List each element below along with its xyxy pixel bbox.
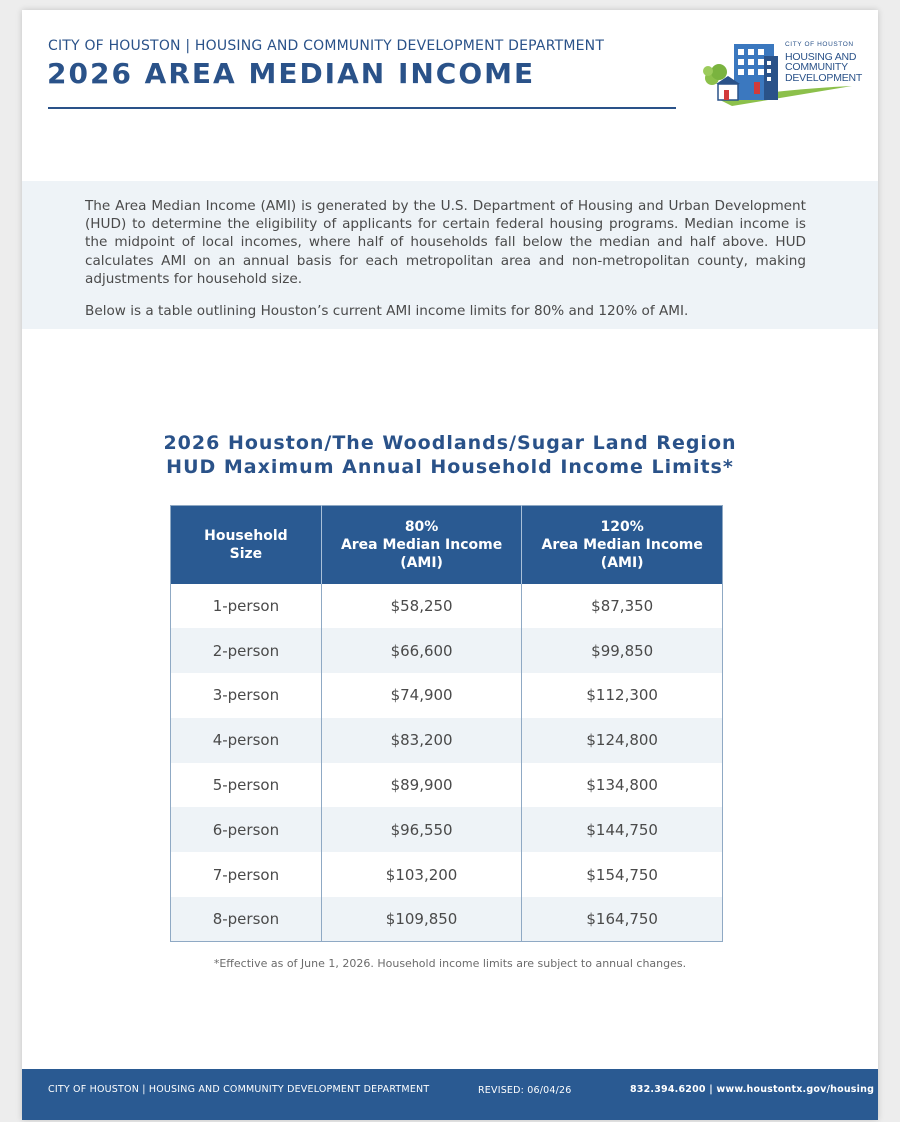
- page-footer: [22, 1069, 878, 1120]
- table-row: [171, 897, 723, 942]
- income-limits-table: [170, 505, 723, 942]
- header-line: Household: [204, 527, 288, 544]
- logo-city-label: CITY OF HOUSTON: [785, 41, 854, 48]
- table-title-line-2: HUD Maximum Annual Household Income Limits*: [166, 456, 734, 478]
- header-line: Size: [229, 545, 263, 562]
- header-line: 120%: [600, 518, 644, 535]
- ami-80-cell: $96,550: [321, 807, 522, 852]
- household-size-cell: 2-person: [171, 628, 322, 673]
- hcd-logo: [702, 38, 863, 108]
- header-120-ami: [522, 506, 723, 584]
- table-header-row: [171, 506, 723, 584]
- household-size-cell: 7-person: [212, 865, 280, 884]
- table-row: [171, 807, 723, 852]
- ami-120-cell: $134,800: [522, 763, 723, 808]
- table-row: [171, 584, 723, 629]
- department-kicker: CITY OF HOUSTON | HOUSING AND COMMUNITY DEVELOPMENT DEPARTMENT: [48, 38, 605, 54]
- header-line: Area Median Income: [340, 536, 503, 553]
- household-size-cell: 3-person: [212, 686, 280, 705]
- footer-revised-date: REVISED: 06/04/26: [478, 1085, 572, 1096]
- intro-table-note: Below is a table outlining Houston’s current AMI income limits for 80% and 120% of AMI.: [85, 303, 689, 319]
- ami-80-cell: $109,850: [321, 897, 522, 942]
- table-row: [171, 852, 723, 897]
- header-80-ami: [321, 506, 522, 584]
- household-size-cell: 5-person: [212, 776, 280, 795]
- intro-paragraph: The Area Median Income (AMI) is generated by the U.S. Department of Housing and Urban Development (HUD) to determine the eligibility of applicants for certain federal housing programs. Median income is the midpoint of local incomes, where half of households fall below the median and half above. HUD calculates AMI on an annual basis for each metropolitan area and non-metropolitan county, making adjustments for household size.: [85, 198, 806, 287]
- ami-80-cell: $89,900: [321, 763, 522, 808]
- ami-120-cell: $87,350: [522, 584, 723, 629]
- ami-80-cell: $58,250: [321, 584, 522, 629]
- footer-contact: 832.394.6200 | www.houstontx.gov/housing: [630, 1084, 875, 1095]
- table-footnote: *Effective as of June 1, 2026. Household income limits are subject to annual changes.: [213, 957, 687, 970]
- ami-80-cell: $74,900: [321, 673, 522, 718]
- footer-department: CITY OF HOUSTON | HOUSING AND COMMUNITY DEVELOPMENT DEPARTMENT: [48, 1084, 430, 1095]
- ami-120-cell: $144,750: [522, 807, 723, 852]
- logo-line-3: DEVELOPMENT: [785, 71, 863, 84]
- ami-120-cell: $112,300: [522, 673, 723, 718]
- logo-line-2: COMMUNITY: [785, 61, 848, 73]
- ami-120-cell: $154,750: [522, 852, 723, 897]
- table-row: [171, 718, 723, 763]
- ami-120-cell: $99,850: [522, 628, 723, 673]
- household-size-cell: 4-person: [171, 718, 322, 763]
- logo-wordmark: [785, 42, 862, 83]
- ami-80-cell: $83,200: [321, 718, 522, 763]
- ami-120-cell: $164,750: [522, 897, 723, 942]
- table-row: [171, 628, 723, 673]
- header-line: (AMI): [600, 554, 644, 571]
- household-size-cell: 1-person: [212, 596, 280, 615]
- logo-line-1: HOUSING AND: [785, 50, 857, 63]
- household-size-cell: 6-person: [171, 807, 322, 852]
- ami-80-cell: $66,600: [321, 628, 522, 673]
- table-row: [171, 763, 723, 808]
- header-line: 80%: [404, 518, 439, 535]
- table-row: [171, 673, 723, 718]
- document-page: [22, 10, 878, 1120]
- page-title: 2026 AREA MEDIAN INCOME: [47, 57, 536, 90]
- header-household-size: [171, 506, 322, 584]
- header-line: (AMI): [400, 554, 443, 571]
- household-size-cell: 8-person: [171, 897, 322, 942]
- ami-80-cell: $103,200: [321, 852, 522, 897]
- header-divider: [48, 107, 676, 109]
- ami-120-cell: $124,800: [522, 718, 723, 763]
- header-line: Area Median Income: [541, 536, 703, 553]
- table-title-line-1: 2026 Houston/The Woodlands/Sugar Land Region: [163, 432, 737, 454]
